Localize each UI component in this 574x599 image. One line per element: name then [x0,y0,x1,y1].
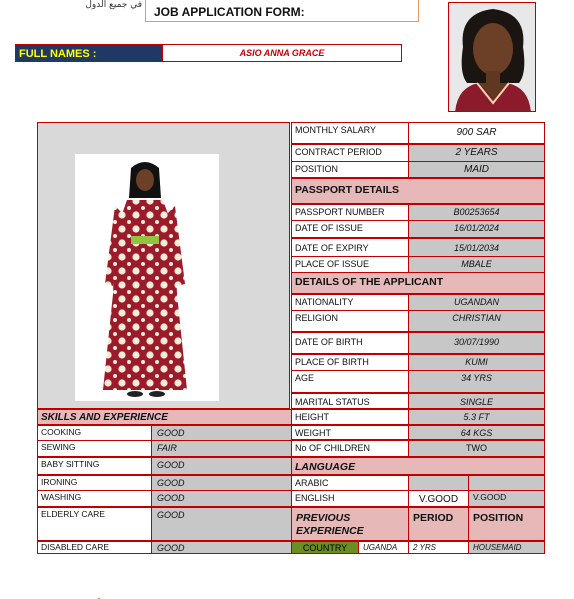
children-value: TWO [408,440,545,457]
skill-level: GOOD [151,507,292,541]
skills-experience-heading: SKILLS AND EXPERIENCE [37,409,292,425]
marital-status-value: SINGLE [408,393,545,409]
skill-level: GOOD [151,425,292,441]
children-label: No OF CHILDREN [291,440,409,457]
contract-period-value: 2 YEARS [408,144,545,162]
skill-name: SEWING [37,440,152,457]
religion-label: RELIGION [291,310,409,332]
arabic-label: ARABIC [291,475,409,491]
skill-name: DISABLED CARE [37,541,152,554]
skill-level: GOOD [151,541,292,554]
position-heading: POSITION [468,507,545,541]
skill-level: GOOD [151,475,292,491]
position-value: MAID [408,161,545,178]
decorative-mark [92,592,106,599]
experience-position-value: HOUSEMAID [468,541,545,554]
skill-level: GOOD [151,457,292,475]
height-value: 5.3 FT [408,409,545,425]
weight-label: WEIGHT [291,425,409,440]
country-label: COUNTRY [291,541,359,554]
monthly-salary-label: MONTHLY SALARY [291,122,409,144]
full-body-photo-frame [37,122,290,409]
religion-value: CHRISTIAN [408,310,545,332]
previous-experience-heading: PREVIOUS EXPERIENCE [291,507,409,541]
skill-name: ELDERLY CARE [37,507,152,541]
skill-name: WASHING [37,490,152,507]
age-label: AGE [291,370,409,393]
date-of-issue-label: DATE OF ISSUE [291,220,409,238]
place-of-issue-value: MBALE [408,256,545,273]
place-of-birth-label: PLACE OF BIRTH [291,354,409,371]
skill-name: IRONING [37,475,152,491]
language-heading: LANGUAGE [291,457,545,475]
arabic-header-text: في جميع الدول [85,0,142,10]
full-names-value: ASIO ANNA GRACE [162,44,402,62]
experience-period-value: 2 YRS [408,541,469,554]
skill-name: BABY SITTING [37,457,152,475]
weight-value: 64 KGS [408,425,545,440]
skill-level: GOOD [151,490,292,507]
date-of-expiry-label: DATE OF EXPIRY [291,238,409,257]
country-value: UGANDA [358,541,409,554]
nationality-label: NATIONALITY [291,294,409,311]
date-of-birth-label: DATE OF BIRTH [291,332,409,354]
arabic-written-value [468,475,545,491]
passport-number-value: B00253654 [408,204,545,221]
english-label: ENGLISH [291,490,409,507]
height-label: HEIGHT [291,409,409,425]
applicant-details-heading: DETAILS OF THE APPLICANT [291,272,545,294]
contract-period-label: CONTRACT PERIOD [291,144,409,162]
full-body-photo [75,154,219,401]
monthly-salary-value: 900 SAR [408,122,545,144]
place-of-birth-value: KUMI [408,354,545,371]
skill-name: COOKING [37,425,152,441]
passport-details-heading: PASSPORT DETAILS [291,178,545,204]
date-of-expiry-value: 15/01/2034 [408,238,545,257]
skill-level: FAIR [151,440,292,457]
passport-number-label: PASSPORT NUMBER [291,204,409,221]
date-of-issue-value: 16/01/2024 [408,220,545,238]
portrait-photo [448,2,536,112]
full-names-label: FULL NAMES : [15,44,162,62]
date-of-birth-value: 30/07/1990 [408,332,545,354]
form-title: JOB APPLICATION FORM: [145,0,419,22]
place-of-issue-label: PLACE OF ISSUE [291,256,409,273]
nationality-value: UGANDAN [408,294,545,311]
arabic-spoken-value [408,475,469,491]
age-value: 34 YRS [408,370,545,393]
marital-status-label: MARITAL STATUS [291,393,409,409]
english-written-value: V.GOOD [468,490,545,507]
period-heading: PERIOD [408,507,469,541]
position-label: POSITION [291,161,409,178]
english-spoken-value: V.GOOD [408,490,469,507]
